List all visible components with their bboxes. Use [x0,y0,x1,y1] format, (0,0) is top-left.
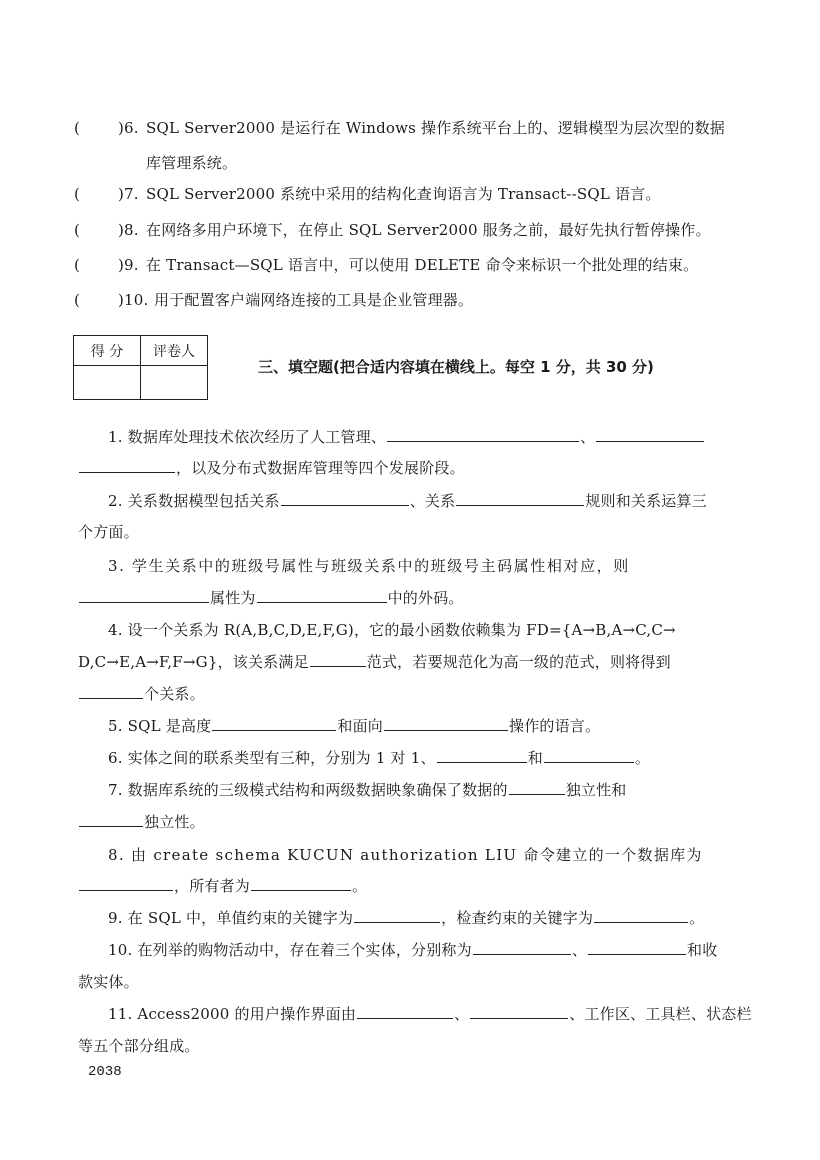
q3-text-b: 属性为 [210,589,256,607]
tf-item-8-text: 在网络多用户环境下，在停止 SQL Server2000 服务之前，最好先执行暂停操作。 [146,221,711,239]
answer-blank[interactable] [257,588,387,603]
q5-text: 5. SQL 是高度 [108,717,212,735]
q2-text-end: 个方面。 [78,523,139,541]
fill-question-6 [108,748,650,768]
tf-item-10-number: )10. [118,291,149,309]
answer-paren: ( [74,291,80,309]
q9-text: 9. 在 SQL 中，单值约束的关键字为 [108,909,354,927]
answer-blank[interactable] [79,684,143,699]
fill-question-10 [108,940,717,960]
tf-item-8-number: )8. [118,221,139,239]
answer-blank[interactable] [79,458,175,473]
answer-blank[interactable] [79,876,173,891]
fill-question-3-cont [78,588,464,608]
fill-question-9 [108,908,704,928]
q8-text-b: ，所有者为 [174,877,251,895]
grader-cell[interactable] [141,366,208,400]
answer-paren: ( [74,256,80,274]
q10-text-c: 和收 [687,941,718,959]
q10-text-b: 、 [571,941,588,959]
q11-text-b: 、 [454,1005,470,1023]
q2-text-c: 规则和关系运算三 [585,492,707,510]
q4-text-b: D,C→E,A→F,F→G}，该关系满足 [78,653,309,671]
q5-text-b: 和面向 [337,717,383,735]
answer-blank[interactable] [596,427,704,442]
answer-paren: ( [74,119,80,137]
page-number: 2038 [88,1064,122,1080]
answer-blank[interactable] [594,908,688,923]
fill-question-4-cont2 [78,684,205,704]
answer-blank[interactable] [470,1004,568,1019]
tf-item-6-number: )6. [118,119,139,137]
answer-blank[interactable] [473,940,571,955]
fill-question-3: 3. 学生关系中的班级号属性与班级关系中的班级号主码属性相对应，则 [108,557,630,575]
answer-blank[interactable] [456,491,584,506]
answer-paren: ( [74,221,80,239]
answer-blank[interactable] [437,748,527,763]
answer-blank[interactable] [354,908,440,923]
q2-text: 2. 关系数据模型包括关系 [108,492,280,510]
q1-sep: 、 [580,428,596,446]
answer-blank[interactable] [588,940,686,955]
answer-blank[interactable] [281,491,409,506]
tf-item-9-number: )9. [118,256,139,274]
q6-text: 6. 实体之间的联系类型有三种，分别为 1 对 1、 [108,749,436,767]
fill-question-11 [108,1004,752,1024]
tf-item-9-text: 在 Transact—SQL 语言中，可以使用 DELETE 命令来标识一个批处理的结束。 [146,256,699,274]
q7-text-b: 独立性和 [565,781,627,799]
q11-text-c: 、工作区、工具栏、状态栏 [569,1005,752,1023]
answer-blank[interactable] [357,1004,453,1019]
fill-question-1 [108,427,705,447]
answer-blank[interactable] [544,748,634,763]
tf-item-10-text: 用于配置客户端网络连接的工具是企业管理器。 [154,291,474,309]
answer-blank[interactable] [79,812,143,827]
tf-item-6-text: SQL Server2000 是运行在 Windows 操作系统平台上的、逻辑模型为层次型的数据 [146,119,726,137]
answer-blank[interactable] [387,427,579,442]
score-box [73,335,208,400]
section-heading: 三、填空题(把合适内容填在横线上。每空 1 分，共 30 分) [258,358,654,376]
tf-item-7-text: SQL Server2000 系统中采用的结构化查询语言为 Transact--SQL 语言。 [146,185,661,203]
q6-text-c: 。 [634,749,651,767]
answer-blank[interactable] [251,876,351,891]
fill-question-7 [108,780,627,800]
q8-text-c: 。 [352,877,368,895]
answer-blank[interactable] [509,780,565,795]
answer-blank[interactable] [79,588,209,603]
q1-text: 1. 数据库处理技术依次经历了人工管理、 [108,428,387,446]
q7-text-c: 独立性。 [144,813,205,831]
tf-item-6-text-cont: 库管理系统。 [146,154,238,172]
q10-text-end: 款实体。 [78,973,139,991]
q2-text-b: 、关系 [409,492,456,510]
q1-text-end: ，以及分布式数据库管理等四个发展阶段。 [176,459,465,477]
answer-blank[interactable] [212,716,336,731]
q4-text-c: 范式，若要规范化为高一级的范式，则将得到 [366,653,671,671]
fill-question-7-cont [78,812,205,832]
q10-text: 10. 在列举的购物活动中，存在着三个实体，分别称为 [108,941,472,959]
tf-item-7-number: )7. [118,185,139,203]
score-cell[interactable] [74,366,141,400]
fill-question-5 [108,716,600,736]
q3-text-c: 中的外码。 [387,589,464,607]
q11-text: 11. Access2000 的用户操作界面由 [108,1005,357,1023]
fill-question-8-cont [78,876,367,896]
answer-blank[interactable] [310,652,366,667]
answer-blank[interactable] [384,716,508,731]
q9-text-c: 。 [689,909,705,927]
q9-text-b: ，检查约束的关键字为 [441,909,594,927]
fill-question-4-cont [78,652,671,672]
fill-question-8: 8. 由 create schema KUCUN authorization LIU 命令建立的一个数据库为 [108,846,703,864]
answer-paren: ( [74,185,80,203]
fill-question-2 [108,491,707,511]
grader-label: 评卷人 [141,336,208,366]
q11-text-end: 等五个部分组成。 [78,1037,200,1055]
q4-text-d: 个关系。 [144,685,205,703]
q5-text-c: 操作的语言。 [509,717,601,735]
q6-text-b: 和 [527,749,543,767]
fill-question-1-cont [78,458,465,478]
score-label: 得 分 [74,336,141,366]
q7-text: 7. 数据库系统的三级模式结构和两级数据映象确保了数据的 [108,781,508,799]
fill-question-4: 4. 设一个关系为 R(A,B,C,D,E,F,G)，它的最小函数依赖集为 FD={A→B,A→C,C→ [108,621,676,639]
